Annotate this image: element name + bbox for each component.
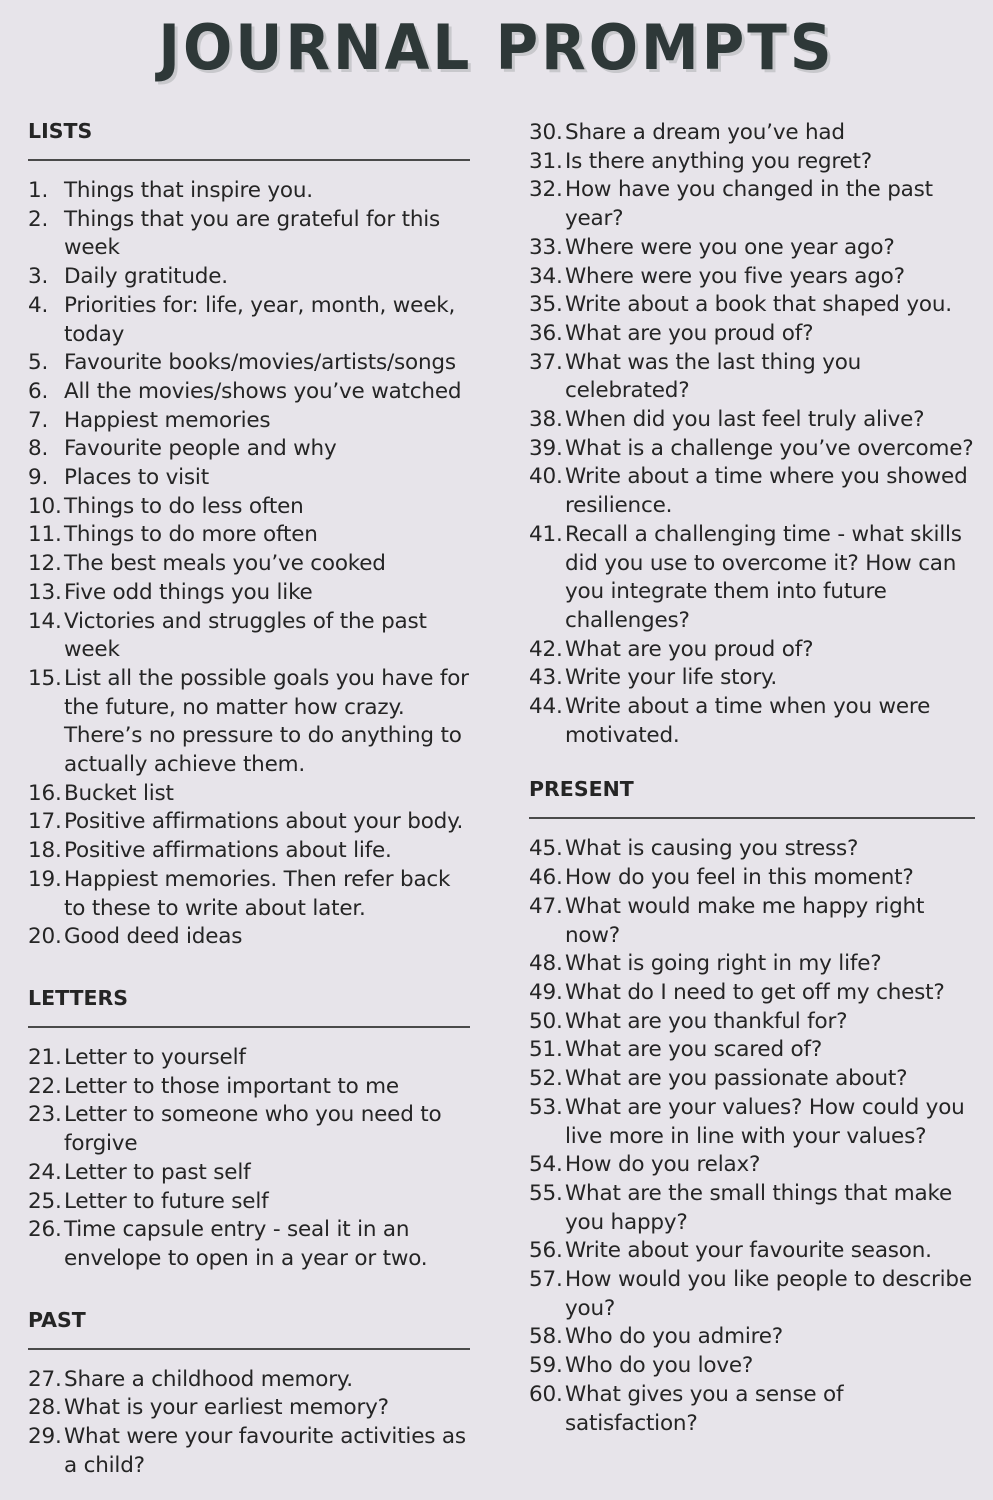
list-item (28, 808, 470, 837)
prompt-number: 17. (28, 809, 62, 835)
list-item (529, 835, 975, 864)
prompt-text: How would you like people to describe you? (565, 1267, 972, 1321)
prompt-number: 7. (28, 407, 49, 433)
prompt-number: 13. (28, 579, 62, 605)
list-item (529, 979, 975, 1008)
prompt-text: What were your favourite activities as a child? (64, 1424, 466, 1478)
prompt-text: The best meals you’ve cooked (64, 551, 386, 577)
prompt-number: 1. (28, 178, 49, 203)
list-item (529, 119, 975, 148)
prompt-text: How have you changed in the past year? (565, 177, 933, 232)
page-title: JOURNAL PROMPTS (158, 10, 835, 84)
prompt-text: Letter to yourself (64, 1044, 246, 1070)
prompt-text: Is there anything you regret? (565, 148, 872, 174)
list-item (28, 292, 470, 349)
prompt-number: 6. (28, 378, 49, 404)
list-item (28, 435, 470, 464)
list-item (529, 1036, 975, 1065)
prompt-number: 48. (529, 951, 563, 977)
list-item (28, 407, 470, 436)
prompt-number: 56. (529, 1238, 563, 1264)
prompt-list-letters (28, 1044, 470, 1274)
prompt-text: What gives you a sense of satisfaction? (565, 1381, 844, 1436)
list-item (529, 893, 975, 950)
list-item (529, 1237, 975, 1266)
list-item (529, 176, 975, 233)
prompt-list-past-left (28, 1366, 470, 1481)
prompt-text: Time capsule entry - seal it in an envelope to open in a year or two. (64, 1217, 428, 1271)
prompt-text: How do you feel in this moment? (565, 865, 914, 891)
prompt-text: List all the possible goals you have for the future, no matter how crazy. There’s no pressure to do anything to actually achieve them. (64, 665, 469, 778)
list-item (28, 665, 470, 780)
list-item (529, 693, 975, 750)
prompt-text: What are you passionate about? (565, 1066, 908, 1092)
prompt-text: Priorities for: life, year, month, week, today (64, 292, 456, 347)
list-item (529, 406, 975, 435)
prompt-text: Positive affirmations about your body. (64, 809, 464, 835)
list-item (28, 493, 470, 522)
list-item (28, 1044, 470, 1073)
list-item (529, 636, 975, 665)
prompt-number: 52. (529, 1066, 563, 1092)
prompt-number: 14. (28, 608, 62, 634)
list-item (28, 579, 470, 608)
section-divider (28, 1026, 470, 1028)
list-item (529, 1094, 975, 1151)
section-heading-present: PRESENT (529, 777, 634, 802)
prompt-number: 9. (28, 465, 49, 491)
list-item (28, 1188, 470, 1217)
list-item (529, 950, 975, 979)
left-column (28, 114, 470, 1480)
prompt-text: Who do you admire? (565, 1324, 783, 1350)
prompt-text: Five odd things you like (64, 579, 313, 605)
prompt-number: 37. (529, 349, 563, 375)
prompt-text: What are your values? How could you live more in line with your values? (565, 1094, 965, 1149)
prompt-text: Write about your favourite season. (565, 1238, 932, 1264)
section-heading-lists: LISTS (28, 119, 93, 143)
prompt-number: 55. (529, 1180, 563, 1206)
prompt-number: 24. (28, 1159, 62, 1185)
prompt-text: What are the small things that make you happy? (565, 1180, 953, 1235)
prompt-text: What are you proud of? (565, 320, 814, 346)
list-item (28, 550, 470, 579)
list-item (529, 1151, 975, 1180)
list-item (28, 1101, 470, 1158)
list-item (529, 234, 975, 263)
prompt-number: 49. (529, 979, 563, 1005)
prompt-number: 31. (529, 148, 563, 174)
prompt-number: 29. (28, 1424, 62, 1450)
list-item (529, 148, 975, 177)
prompt-text: What is your earliest memory? (64, 1395, 389, 1421)
prompt-number: 18. (28, 838, 62, 864)
prompt-text: Things that inspire you. (64, 178, 313, 203)
prompt-text: Things to do more often (64, 522, 318, 548)
list-item (529, 463, 975, 520)
prompt-number: 35. (529, 292, 563, 318)
prompt-number: 26. (28, 1217, 62, 1243)
prompt-number: 5. (28, 350, 49, 376)
prompt-text: How do you relax? (565, 1152, 761, 1178)
prompt-number: 11. (28, 522, 62, 548)
prompt-number: 32. (529, 177, 563, 203)
prompt-number: 12. (28, 551, 62, 577)
prompt-number: 40. (529, 464, 563, 490)
prompt-number: 45. (529, 836, 563, 862)
prompt-number: 43. (529, 665, 563, 691)
right-column (529, 119, 975, 1438)
prompt-text: Write about a book that shaped you. (565, 292, 952, 318)
prompt-number: 34. (529, 263, 563, 289)
prompt-text: Things that you are grateful for this week (64, 206, 441, 261)
prompt-number: 46. (529, 865, 563, 891)
prompt-text: What would make me happy right now? (565, 893, 925, 948)
list-item (28, 1366, 470, 1395)
prompt-text: Write about a time where you showed resilience. (565, 464, 968, 519)
list-item (28, 923, 470, 952)
list-item (28, 1159, 470, 1188)
prompt-number: 25. (28, 1188, 62, 1214)
list-item (529, 1008, 975, 1037)
list-item (28, 177, 470, 206)
list-item (28, 608, 470, 665)
prompt-number: 16. (28, 780, 62, 806)
list-item (28, 464, 470, 493)
list-item (529, 1065, 975, 1094)
prompt-number: 50. (529, 1008, 563, 1034)
prompt-text: Victories and struggles of the past week (64, 608, 427, 663)
prompt-text: What was the last thing you celebrated? (565, 349, 862, 404)
list-item (529, 864, 975, 893)
list-item (28, 521, 470, 550)
list-item (28, 1394, 470, 1423)
prompt-text: All the movies/shows you’ve watched (64, 378, 462, 404)
section-divider (28, 1348, 470, 1350)
list-item (28, 837, 470, 866)
prompt-number: 2. (28, 206, 49, 232)
prompt-number: 41. (529, 521, 563, 547)
list-item (529, 435, 975, 464)
prompt-text: What are you scared of? (565, 1037, 823, 1063)
prompt-number: 23. (28, 1102, 62, 1128)
prompt-text: Letter to someone who you need to forgive (64, 1102, 442, 1157)
prompt-text: What are you proud of? (565, 636, 814, 662)
prompt-text: What is causing you stress? (565, 836, 859, 862)
prompt-text: What are you thankful for? (565, 1008, 848, 1034)
prompt-text: Letter to future self (64, 1188, 269, 1214)
prompt-list-past-right (529, 119, 975, 750)
prompt-number: 21. (28, 1044, 62, 1070)
list-item (529, 320, 975, 349)
prompt-text: Positive affirmations about life. (64, 838, 392, 864)
list-item (28, 378, 470, 407)
list-item (529, 291, 975, 320)
prompt-number: 53. (529, 1094, 563, 1120)
list-item (529, 521, 975, 636)
prompt-number: 15. (28, 665, 62, 691)
prompt-text: Who do you love? (565, 1353, 754, 1379)
list-item (529, 664, 975, 693)
prompt-text: Letter to past self (64, 1159, 251, 1185)
list-item (28, 349, 470, 378)
prompt-text: Share a childhood memory. (64, 1366, 353, 1392)
prompt-list-present (529, 835, 975, 1438)
prompt-text: Things to do less often (64, 493, 304, 519)
list-item (28, 206, 470, 263)
list-item (28, 263, 470, 292)
prompt-number: 27. (28, 1366, 62, 1392)
prompt-number: 22. (28, 1073, 62, 1099)
prompt-number: 38. (529, 407, 563, 433)
list-item (529, 263, 975, 292)
list-item (28, 1073, 470, 1102)
list-item (529, 1352, 975, 1381)
prompt-text: What is a challenge you’ve overcome? (565, 435, 974, 461)
prompt-text: Happiest memories. Then refer back to these to write about later. (64, 866, 451, 921)
prompt-text: Favourite books/movies/artists/songs (64, 350, 456, 376)
list-item (529, 1323, 975, 1352)
prompt-text: Recall a challenging time - what skills did you use to overcome it? How can you integrate them into future challenges? (565, 521, 962, 633)
prompt-number: 19. (28, 866, 62, 892)
prompt-text: Where were you five years ago? (565, 263, 905, 289)
list-item (28, 780, 470, 809)
prompt-text: Letter to those important to me (64, 1073, 399, 1099)
prompt-number: 3. (28, 264, 49, 290)
list-item (529, 1180, 975, 1237)
prompt-number: 54. (529, 1152, 563, 1178)
list-item (28, 1216, 470, 1273)
list-item (529, 349, 975, 406)
prompt-number: 42. (529, 636, 563, 662)
prompt-text: Share a dream you’ve had (565, 120, 845, 145)
prompt-number: 30. (529, 120, 563, 145)
prompt-text: Where were you one year ago? (565, 234, 895, 260)
list-item (529, 1381, 975, 1438)
prompt-number: 47. (529, 893, 563, 919)
prompt-number: 20. (28, 924, 62, 950)
prompt-text: Good deed ideas (64, 924, 243, 950)
prompt-text: Bucket list (64, 780, 174, 806)
prompt-text: Daily gratitude. (64, 264, 228, 290)
prompt-number: 51. (529, 1037, 563, 1063)
prompt-text: Places to visit (64, 465, 209, 491)
list-item (529, 1266, 975, 1323)
prompt-number: 58. (529, 1324, 563, 1350)
prompt-number: 59. (529, 1353, 563, 1379)
prompt-text: What is going right in my life? (565, 951, 882, 977)
prompt-text: Favourite people and why (64, 436, 337, 462)
prompt-number: 28. (28, 1395, 62, 1421)
prompt-number: 33. (529, 234, 563, 260)
prompt-number: 8. (28, 436, 49, 462)
section-divider (28, 159, 470, 161)
prompt-number: 4. (28, 292, 49, 318)
prompt-text: What do I need to get off my chest? (565, 979, 945, 1005)
list-item (28, 866, 470, 923)
prompt-number: 44. (529, 694, 563, 720)
list-item (28, 1423, 470, 1480)
prompt-number: 57. (529, 1267, 563, 1293)
prompt-number: 36. (529, 320, 563, 346)
prompt-text: Write your life story. (565, 665, 778, 691)
prompt-text: Happiest memories (64, 407, 271, 433)
prompt-number: 60. (529, 1381, 563, 1407)
section-divider (529, 817, 975, 819)
prompt-number: 39. (529, 435, 563, 461)
prompt-text: When did you last feel truly alive? (565, 407, 925, 433)
prompt-number: 10. (28, 493, 62, 519)
section-heading-letters: LETTERS (28, 985, 129, 1010)
section-heading-past: PAST (28, 1307, 86, 1332)
prompt-text: Write about a time when you were motivated. (565, 694, 931, 748)
prompt-list-lists (28, 177, 470, 952)
